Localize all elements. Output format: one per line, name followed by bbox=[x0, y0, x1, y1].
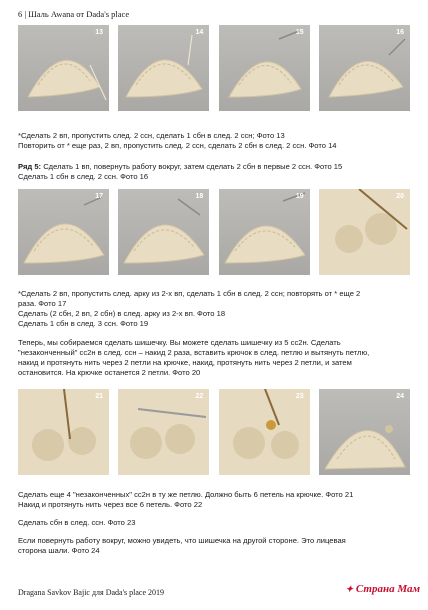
photo-19 bbox=[219, 189, 310, 275]
crochet-closeup-image bbox=[118, 389, 209, 475]
photo-number: 22 bbox=[195, 393, 204, 400]
text-line: Если повернуть работу вокруг, можно увидеть, что шишечка на другой стороне. Это лицевая bbox=[18, 536, 346, 545]
photo-13 bbox=[18, 25, 109, 111]
text-line: Сделать еще 4 "незаконченных" сс2н в ту же петлю. Должно быть 6 петель на крючке. Фото 21 bbox=[18, 490, 354, 499]
photo-number: 21 bbox=[95, 393, 103, 400]
photo-number: 15 bbox=[295, 29, 304, 36]
page-header: 6 | Шаль Awana от Dada's place bbox=[18, 9, 130, 19]
page-footer: Dragana Savkov Bajic для Dada's place 2019 bbox=[18, 588, 165, 597]
text-line: *Сделать 2 вп, пропустить след. арку из 2-х вп, сделать 1 сбн в след. 2 ссн; повторять от * еще 2 bbox=[18, 289, 361, 298]
site-logo: ✦ Страна Мам bbox=[345, 583, 420, 595]
crochet-closeup-image bbox=[319, 189, 410, 275]
text-line: Сделать 1 сбн в след. 3 ссн. Фото 19 bbox=[18, 319, 149, 328]
text-line: остановится. На крючке останется 2 петли. Фото 20 bbox=[18, 368, 201, 377]
photo-22 bbox=[118, 389, 209, 475]
text-line: Накид и протянуть нить через все 6 петель. Фото 22 bbox=[18, 500, 203, 509]
text-line: раза. Фото 17 bbox=[18, 299, 67, 308]
photo-17 bbox=[18, 189, 109, 275]
crochet-triangle-image bbox=[18, 25, 109, 111]
photo-row-1 bbox=[18, 25, 410, 111]
crochet-triangle-image bbox=[219, 25, 310, 111]
text-line: Теперь, мы собираемся сделать шишечку. Вы можете сделать шишечку из 5 сс2н. Сделать bbox=[18, 338, 341, 347]
text-block-5 bbox=[18, 490, 410, 556]
text-line: Повторить от * еще раз, 2 вп, пропустить след. 2 ссн, сделать 2 сбн в след. 2 ссн. Фото 14 bbox=[18, 141, 337, 150]
photo-number: 14 bbox=[195, 29, 204, 36]
photo-number: 13 bbox=[95, 29, 103, 36]
photo-number: 23 bbox=[295, 393, 304, 400]
text-block-4 bbox=[18, 338, 410, 378]
crochet-closeup-image bbox=[18, 389, 109, 475]
text-line: сторона шали. Фото 24 bbox=[18, 546, 100, 555]
photo-row-3 bbox=[18, 389, 410, 475]
crochet-closeup-image bbox=[219, 389, 310, 475]
photo-23 bbox=[219, 389, 310, 475]
photo-number: 16 bbox=[396, 29, 404, 36]
row-label: Ряд 5: bbox=[18, 162, 42, 171]
star-icon: ✦ bbox=[345, 584, 354, 594]
photo-number: 19 bbox=[295, 193, 304, 200]
text-line: "незаконченный" сс2н в след. ссн – накид 2 раза, вставить крючок в след. петлю и вытянуть петлю, bbox=[18, 348, 370, 357]
crochet-triangle-image bbox=[319, 25, 410, 111]
photo-24 bbox=[319, 389, 410, 475]
text-line: Сделать 1 сбн в след. 2 ссн. Фото 16 bbox=[18, 172, 149, 181]
photo-21 bbox=[18, 389, 109, 475]
photo-number: 20 bbox=[396, 193, 404, 200]
photo-16 bbox=[319, 25, 410, 111]
text-block-1 bbox=[18, 131, 410, 151]
crochet-triangle-image bbox=[219, 189, 310, 275]
text-line: Сделать сбн в след. ссн. Фото 23 bbox=[18, 518, 136, 527]
text-line: Сделать (2 сбн, 2 вп, 2 сбн) в след. арку из 2-х вп. Фото 18 bbox=[18, 309, 226, 318]
crochet-triangle-image bbox=[118, 189, 209, 275]
text-block-3 bbox=[18, 289, 410, 329]
photo-number: 18 bbox=[195, 193, 204, 200]
photo-20 bbox=[319, 189, 410, 275]
photo-number: 17 bbox=[95, 193, 103, 200]
photo-15 bbox=[219, 25, 310, 111]
text-line: *Сделать 2 вп, пропустить след. 2 ссн, сделать 1 сбн в след. 2 ссн; Фото 13 bbox=[18, 131, 285, 140]
crochet-triangle-image bbox=[118, 25, 209, 111]
crochet-triangle-image bbox=[319, 389, 410, 475]
photo-row-2 bbox=[18, 189, 410, 275]
text-line: накид и протянуть нить через 2 петли на крючке, накид, протянуть нить через 2 петли, и затем bbox=[18, 358, 352, 367]
crochet-triangle-image bbox=[18, 189, 109, 275]
text-block-2 bbox=[18, 162, 410, 182]
text-line: Ряд 5: Сделать 1 вп, повернуть работу вокруг, затем сделать 2 сбн в первые 2 ссн. Фото 15 bbox=[18, 162, 343, 171]
photo-14 bbox=[118, 25, 209, 111]
photo-18 bbox=[118, 189, 209, 275]
photo-number: 24 bbox=[396, 393, 404, 400]
